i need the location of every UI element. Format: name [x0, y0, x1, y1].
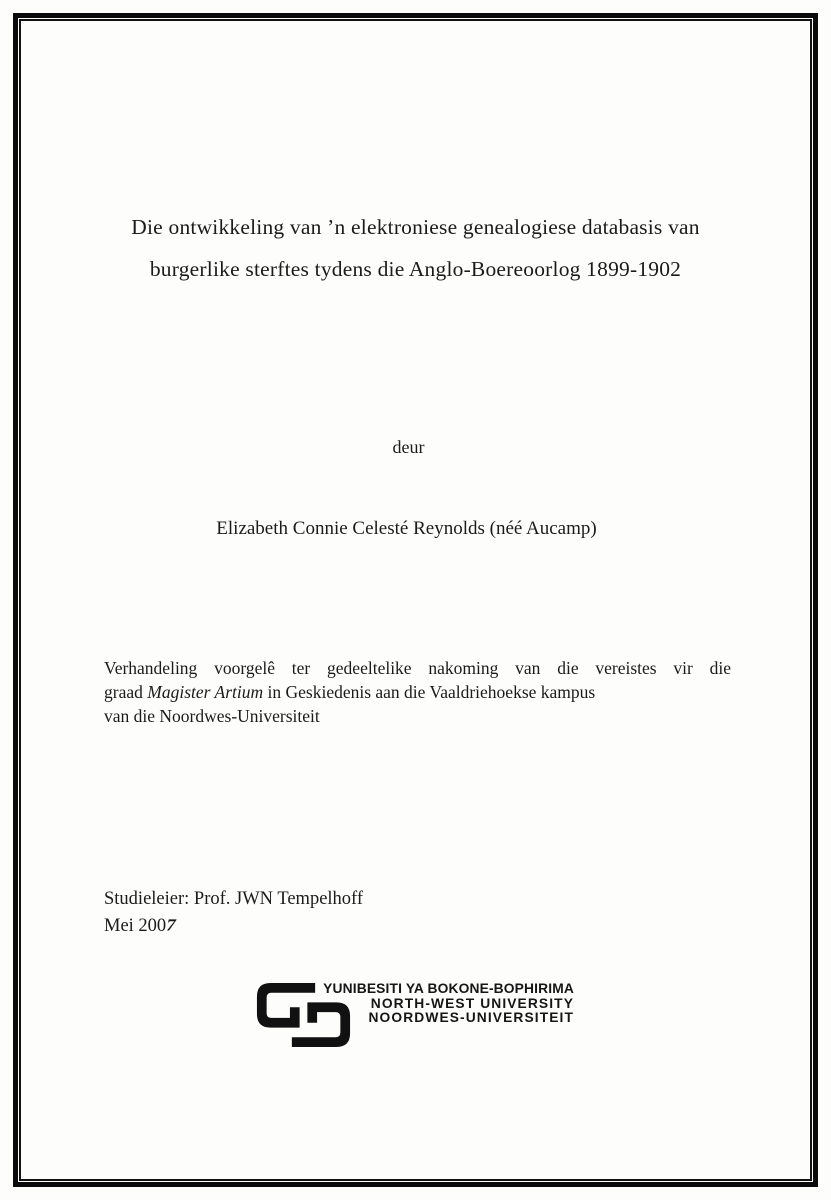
degree-statement-line-2-pre: graad — [104, 682, 148, 702]
degree-statement — [104, 656, 731, 728]
thesis-title-line-2: burgerlike sterftes tydens die Anglo-Boereoorlog 1899-1902 — [149, 257, 682, 281]
nwu-logo-text-afrikaans: NOORDWES-UNIVERSITEIT — [368, 1010, 574, 1026]
nwu-logo-text-setswana: YUNIBESITI YA BOKONE-BOPHIRIMA — [323, 981, 574, 996]
thesis-title-line-1: Die ontwikkeling van ’n elektroniese genealogiese databasis van — [131, 215, 700, 239]
byline-label: deur — [392, 437, 425, 457]
supervisor-line: Studieleier: Prof. JWN Tempelhoff — [104, 889, 364, 909]
supervisor-block — [104, 886, 363, 940]
degree-statement-line-1: Verhandeling voorgelê ter gedeeltelike nakoming van die vereistes vir die — [104, 658, 731, 678]
degree-statement-line-2-post: in Geskiedenis aan die Vaaldriehoekse kampus — [263, 682, 596, 702]
degree-statement-line-3: van die Noordwes-Universiteit — [104, 706, 320, 726]
date-line — [104, 913, 363, 940]
date-prefix: Mei 200 — [104, 916, 167, 936]
date-last-digit: 7 — [164, 916, 178, 936]
nwu-logo-text-english: NORTH-WEST UNIVERSITY — [370, 995, 574, 1011]
degree-name-italic: Magister Artium — [147, 682, 264, 702]
nwu-logo — [255, 981, 585, 1051]
degree-statement-line-2 — [104, 680, 731, 704]
thesis-title — [50, 206, 781, 290]
author-name: Elizabeth Connie Celesté Reynolds (néé Aucamp) — [216, 518, 597, 539]
nwu-logo-text — [322, 982, 574, 1026]
